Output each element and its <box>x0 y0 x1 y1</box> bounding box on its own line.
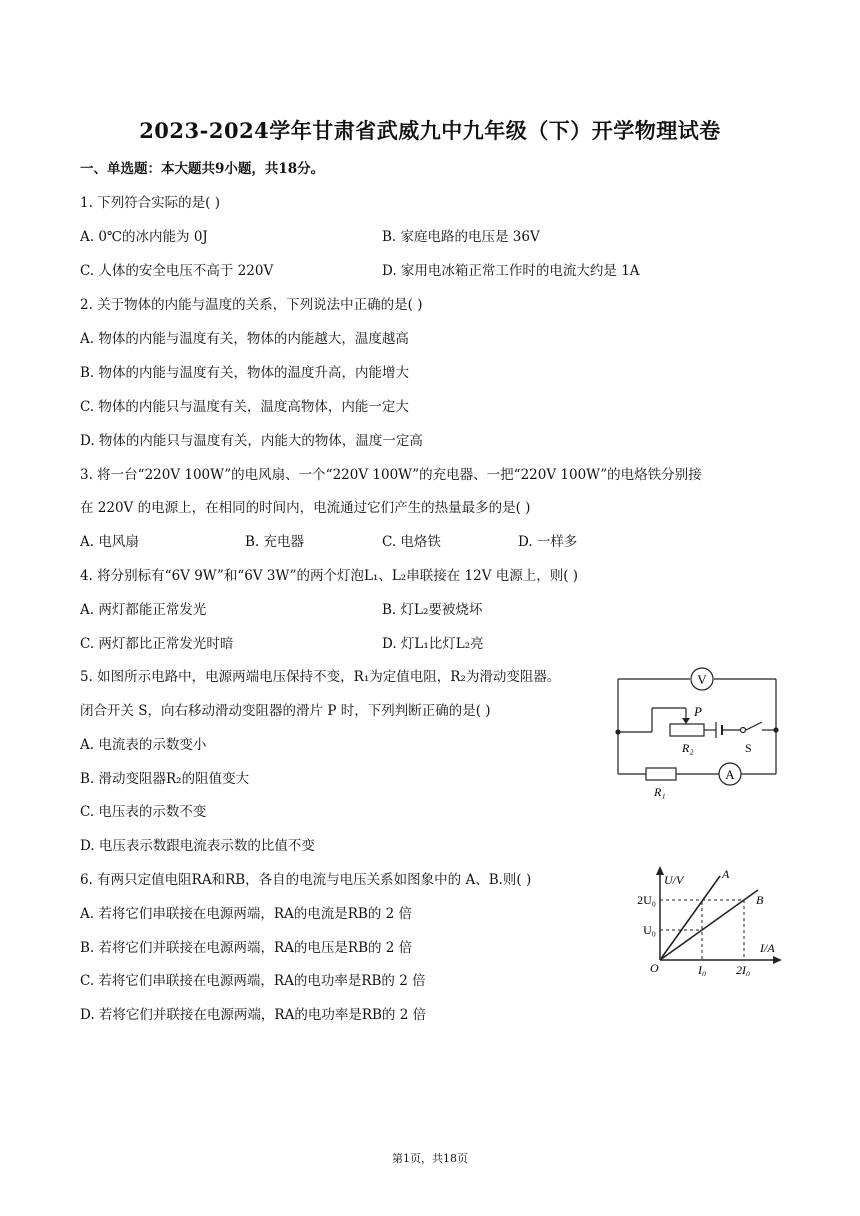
q5-option-c: C. 电压表的示数不变 <box>80 804 207 820</box>
x-axis-label: I/A <box>760 941 775 955</box>
q4-stem: 4. 将分别标有“6V 9W”和“6V 3W”的两个灯泡L₁、L₂串联接在 12V 电源上，则( ) <box>80 568 579 584</box>
q6-stem: 6. 有两只定值电阻RA和RB，各自的电流与电压关系如图象中的 A、B.则( ) <box>80 872 532 888</box>
q2-stem: 2. 关于物体的内能与温度的关系，下列说法中正确的是( ) <box>80 297 423 313</box>
q2-option-c: C. 物体的内能只与温度有关，温度高物体，内能一定大 <box>80 399 409 415</box>
q3-option-b: B. 充电器 <box>245 534 305 550</box>
voltmeter-label: V <box>697 672 707 687</box>
y-axis-label: U/V <box>664 873 684 887</box>
x-tick-2i0: 2I₀ <box>736 963 751 976</box>
q3-option-d: D. 一样多 <box>518 534 578 550</box>
q1-option-a: A. 0℃的冰内能为 0J <box>80 229 208 245</box>
q3-stem-line2: 在 220V 的电源上，在相同的时间内，电流通过它们产生的热量最多的是( ) <box>80 500 531 516</box>
page-title: 2023-2024学年甘肃省武威九中九年级（下）开学物理试卷 <box>139 118 721 143</box>
q4-option-c: C. 两灯都比正常发光时暗 <box>80 636 234 652</box>
y-tick-2u0: 2U₀ <box>637 893 656 907</box>
q2-option-d: D. 物体的内能只与温度有关，内能大的物体，温度一定高 <box>80 433 423 449</box>
q5-option-a: A. 电流表的示数变小 <box>80 737 207 753</box>
x-tick-i0: I₀ <box>698 963 707 976</box>
y-tick-u0: U₀ <box>643 923 656 937</box>
q5-stem-line1: 5. 如图所示电路中，电源两端电压保持不变，R₁为定值电阻，R₂为滑动变阻器。 <box>80 669 561 685</box>
q2-option-a: A. 物体的内能与温度有关，物体的内能越大，温度越高 <box>80 331 409 347</box>
origin-label: O <box>650 961 659 975</box>
r1-label: R₁ <box>654 785 666 799</box>
line-a-label: A <box>722 867 730 881</box>
q5-stem-line2: 闭合开关 S，向右移动滑动变阻器的滑片 P 时，下列判断正确的是( ) <box>80 703 491 719</box>
q1-stem: 1. 下列符合实际的是( ) <box>80 195 220 211</box>
switch-label: S <box>745 741 752 755</box>
ammeter-label: A <box>725 767 735 782</box>
r2-label: R₂ <box>682 741 694 755</box>
q5-option-b: B. 滑动变阻器R₂的阻值变大 <box>80 771 250 787</box>
circuit-diagram <box>612 664 782 804</box>
q1-option-b: B. 家庭电路的电压是 36V <box>382 229 540 245</box>
q6-option-b: B. 若将它们并联接在电源两端，RA的电压是RB的 2 倍 <box>80 940 413 956</box>
q1-option-c: C. 人体的安全电压不高于 220V <box>80 263 274 279</box>
q6-option-d: D. 若将它们并联接在电源两端，RA的电功率是RB的 2 倍 <box>80 1007 427 1023</box>
u-i-graph <box>622 864 782 976</box>
slider-label: P <box>694 704 702 719</box>
q3-option-a: A. 电风扇 <box>80 534 139 550</box>
q4-option-d: D. 灯L₁比灯L₂亮 <box>382 636 484 652</box>
q6-option-c: C. 若将它们串联接在电源两端，RA的电功率是RB的 2 倍 <box>80 973 426 989</box>
q1-option-d: D. 家用电冰箱正常工作时的电流大约是 1A <box>382 263 640 279</box>
line-b-label: B <box>756 893 764 907</box>
q3-option-c: C. 电烙铁 <box>382 534 441 550</box>
q3-stem-line1: 3. 将一台“220V 100W”的电风扇、一个“220V 100W”的充电器、一把“220V 100W”的电烙铁分别接 <box>80 467 702 483</box>
q4-option-b: B. 灯L₂要被烧坏 <box>382 602 483 618</box>
q4-option-a: A. 两灯都能正常发光 <box>80 602 207 618</box>
page-footer: 第1页，共18页 <box>392 1152 468 1165</box>
q2-option-b: B. 物体的内能与温度有关，物体的温度升高，内能增大 <box>80 365 410 381</box>
section-heading: 一、单选题：本大题共9小题，共18分。 <box>80 161 325 177</box>
q6-option-a: A. 若将它们串联接在电源两端，RA的电流是RB的 2 倍 <box>80 906 413 922</box>
q5-option-d: D. 电压表示数跟电流表示数的比值不变 <box>80 838 315 854</box>
